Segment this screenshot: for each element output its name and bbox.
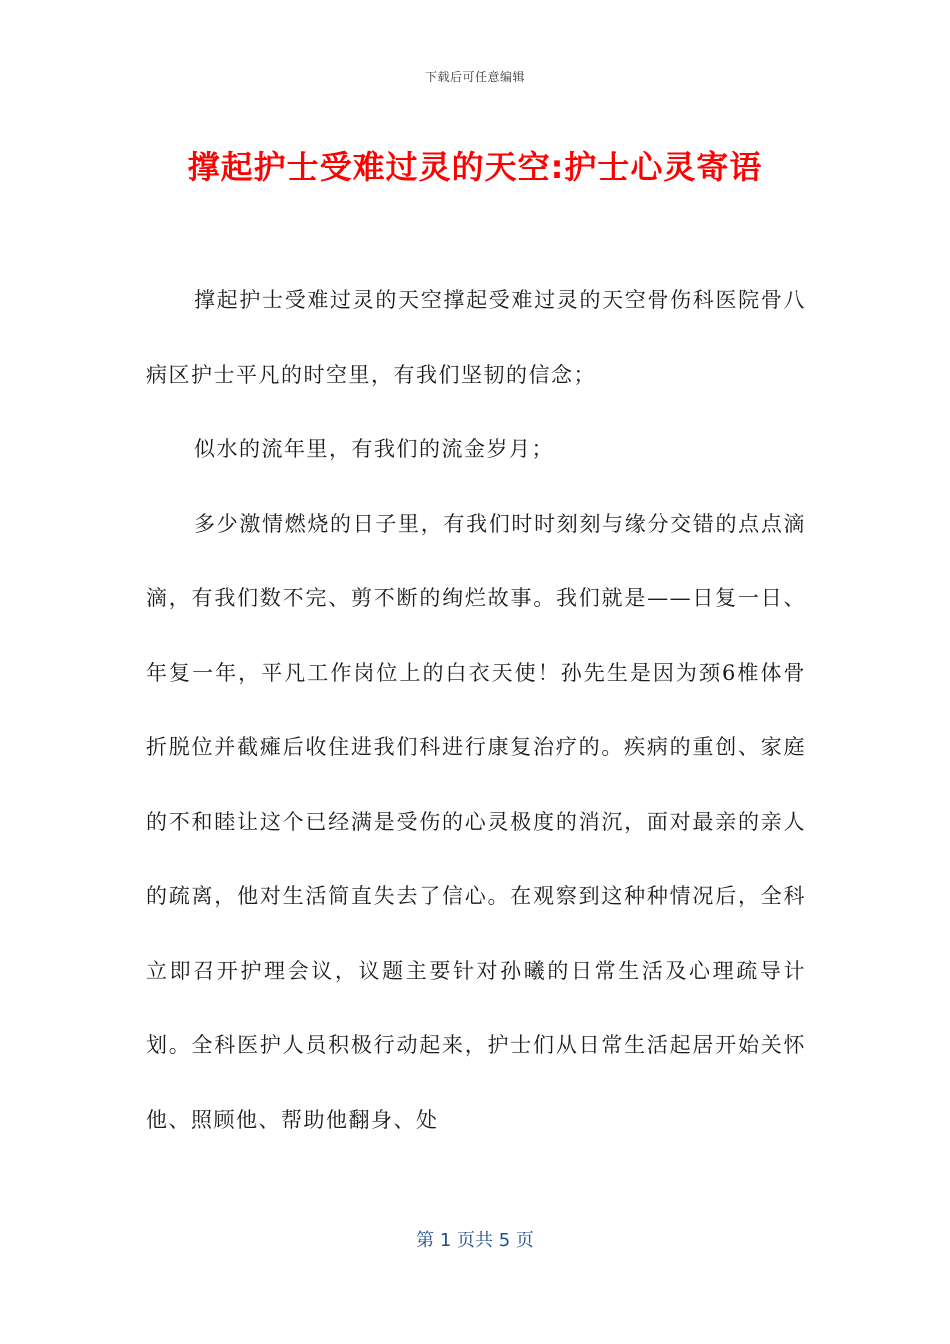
paragraph-1: 撑起护士受难过灵的天空撑起受难过灵的天空骨伤科医院骨八病区护士平凡的时空里，有我们坚韧的信念； xyxy=(146,288,806,387)
paragraph-3: 多少激情燃烧的日子里，有我们时时刻刻与缘分交错的点点滴滴，有我们数不完、剪不断的绚烂故事。我们就是——日复一日、年复一年，平凡工作岗位上的白衣天使！孙先生是因为颈6椎体骨折脱位并截瘫后收住进我们科进行康复治疗的。疾病的重创、家庭的不和睦让这个已经满是受伤的心灵极度的消沉，面对最亲的亲人的疏离，他对生活简直失去了信心。在观察到这种种情况后，全科立即召开护理会议，议题主要针对孙曦的日常生活及心理疏导计划。全科医护人员积极行动起来，护士们从日常生活起居开始关怀他、照顾他、帮助他翻身、处 xyxy=(146,511,806,1132)
document-title: 撑起护士受难过灵的天空:护士心灵寄语 xyxy=(187,148,763,186)
paragraph-2: 似水的流年里，有我们的流金岁月； xyxy=(194,437,554,461)
page-number-footer: 第 1 页共 5 页 xyxy=(416,1230,534,1251)
header-note: 下载后可任意编辑 xyxy=(424,70,525,84)
document-body xyxy=(146,263,806,1157)
